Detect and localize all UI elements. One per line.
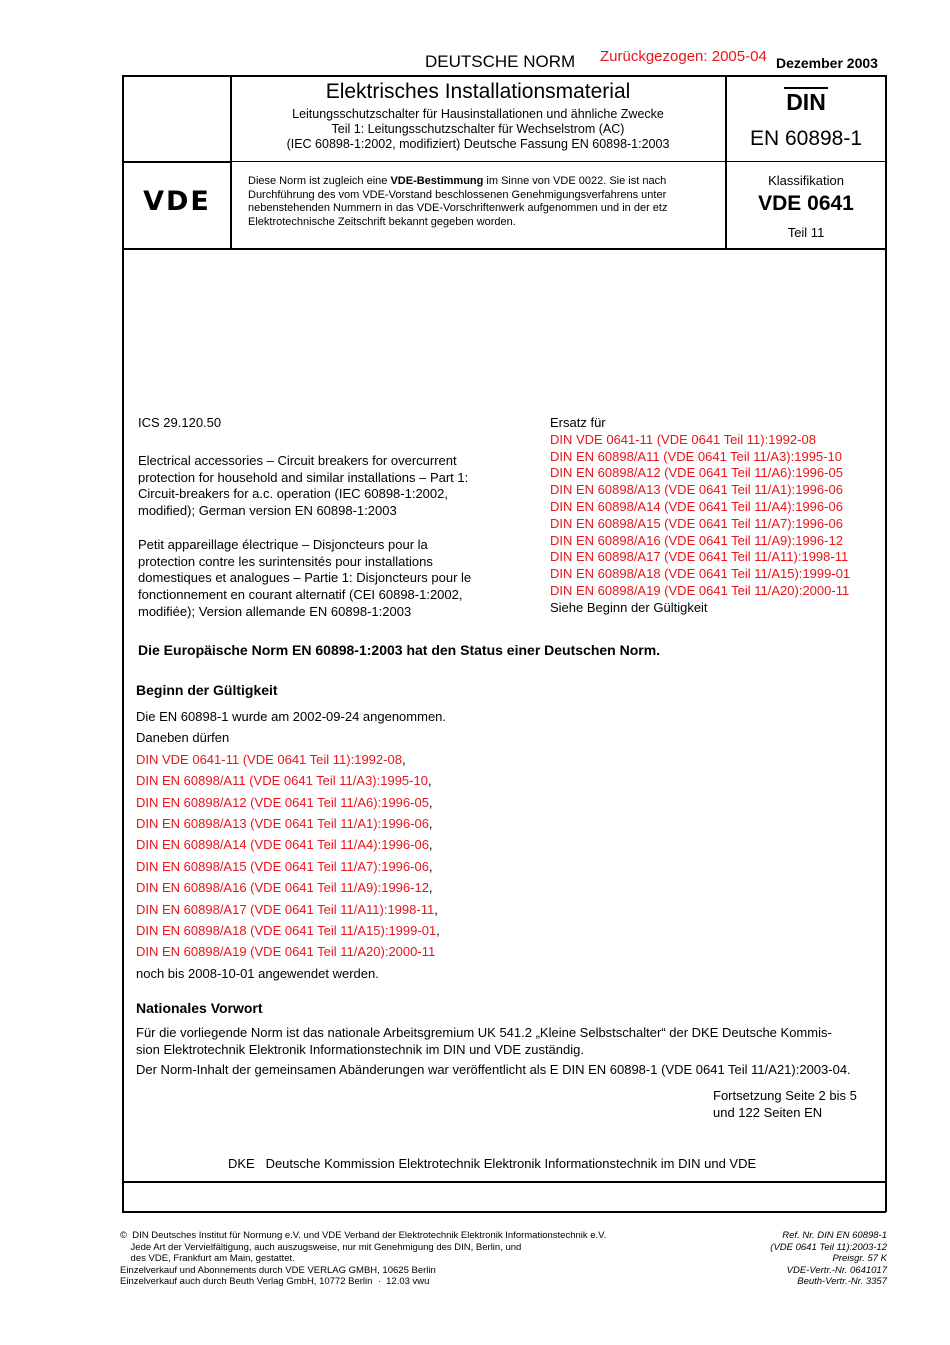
deutsche-norm-label: DEUTSCHE NORM [425,52,576,71]
footer-reference: Ref. Nr. DIN EN 60898-1 (VDE 0641 Teil 11):2003-12 Preisgr. 57 K VDE-Vertr.-Nr. 0641017 Beuth-Vertr.-Nr. 3357 [770,1230,887,1288]
replacement-list: Ersatz für DIN VDE 0641-11 (VDE 0641 Teil 11):1992-08 DIN EN 60898/A11 (VDE 0641 Teil 11/A3):1995-10 DIN EN 60898/A12 (VDE 0641 Teil 11/A6):1996-05 DIN EN 60898/A13 (VDE 0641 Teil 11/A1):1996-06 DIN EN 60898/A14 (VDE 0641 Teil 11/A4):1996-06 DIN EN 60898/A15 (VDE 0641 Teil 11/A7):1996-06 DIN EN 60898/A16 (VDE 0641 Teil 11/A9):1996-12 DIN EN 60898/A17 (VDE 0641 Teil 11/A11):1998-11 DIN EN 60898/A18 (VDE 0641 Teil 11/A15):1999-01 DIN EN 60898/A19 (VDE 0641 Teil 11/A20):2000-11 Siehe Beginn der Gültigkeit [550,415,851,615]
document-title: Elektrisches Installationsmaterial [325,80,631,103]
klassifikation-number: VDE 0641 [758,192,854,215]
english-title: Electrical accessories – Circuit breakers for overcurrent protection for household and similar installations – Part 1: Circuit-breakers for a.c. operation (IEC 60898-1:2002, modified); German version EN 60898-1:2003 [138,453,469,519]
document-subtitle: Leitungsschutzschalter für Hausinstallationen und ähnliche Zwecke Teil 1: Leitungsschutzschalter für Wechselstrom (AC) (IEC 60898-1:2002, modifiziert) Deutsche Fassung EN 60898-1:2003 [286,107,670,151]
replaced-standard: DIN EN 60898/A11 (VDE 0641 Teil 11/A3):1995-10 [550,448,842,464]
dke-line: DKE Deutsche Kommission Elektrotechnik Elektronik Informationstechnik im DIN und VDE [228,1156,757,1171]
replaced-standard: DIN EN 60898/A16 (VDE 0641 Teil 11/A9):1996-12 [550,532,843,548]
klassifikation-teil: Teil 11 [787,225,825,240]
replaced-standard: DIN EN 60898/A13 (VDE 0641 Teil 11/A1):1996-06 [550,482,843,498]
vorwort-para1: Für die vorliegende Norm ist das nationale Arbeitsgremium UK 541.2 „Kleine Selbstschalter“ der DKE Deutsche Kommis- sion Elektrotechnik Elektronik Informationstechnik im DIN und VDE zuständig. [136,1025,832,1057]
din-logo: DIN [784,87,828,115]
ics-code: ICS 29.120.50 [138,415,222,430]
vorwort-para2: Der Norm-Inhalt der gemeinsamen Abänderungen war veröffentlicht als E DIN EN 60898-1 (VDE 0641 Teil 11/A21):2003-04. [136,1062,851,1077]
status-statement: Die Europäische Norm EN 60898-1:2003 hat den Status einer Deutschen Norm. [138,642,661,658]
continuation-note: Fortsetzung Seite 2 bis 5 und 122 Seiten EN [713,1088,857,1120]
norm-number: EN 60898-1 [749,127,863,150]
replaced-standard: DIN EN 60898/A17 (VDE 0641 Teil 11/A11):1998-11 [550,549,849,565]
replaced-standard: DIN VDE 0641-11 (VDE 0641 Teil 11):1992-08 [550,431,816,447]
replaced-standard: DIN EN 60898/A12 (VDE 0641 Teil 11/A6):1996-05 [550,465,843,481]
replaced-standard: DIN EN 60898/A14 (VDE 0641 Teil 11/A4):1996-06 [550,498,843,514]
vorwort-heading: Nationales Vorwort [136,1000,263,1016]
beginn-heading: Beginn der Gültigkeit [136,682,278,698]
beginn-body: Die EN 60898-1 wurde am 2002-09-24 angenommen. Daneben dürfen DIN VDE 0641-11 (VDE 0641 Teil 11):1992-08, DIN EN 60898/A11 (VDE 0641 Teil 11/A3):1995-10, DIN EN 60898/A12 (VDE 0641 Teil 11/A6):1996-05, DIN EN 60898/A13 (VDE 0641 Teil 11/A1):1996-06, DIN EN 60898/A14 (VDE 0641 Teil 11/A4):1996-06, DIN EN 60898/A15 (VDE 0641 Teil 11/A7):1996-06, DIN EN 60898/A16 (VDE 0641 Teil 11/A9):1996-12, DIN EN 60898/A17 (VDE 0641 Teil 11/A11):1998-11, DIN EN 60898/A18 (VDE 0641 Teil 11/A15):1999-01, DIN EN 60898/A19 (VDE 0641 Teil 11/A20):2000-11 noch bis 2008-10-01 angewendet werden. [136,709,447,981]
publication-date: Dezember 2003 [776,55,878,71]
replaced-standard: DIN EN 60898/A18 (VDE 0641 Teil 11/A15):1999-01 [550,566,851,582]
vde-notice: Diese Norm ist zugleich eine VDE-Bestimmung im Sinne von VDE 0022. Sie ist nach Durchführung des vom VDE-Vorstand beschlossenen Genehmigungsverfahrens unter nebenstehenden Nummern in das VDE-Vorschriftenwerk aufgenommen und in der etz Elektrotechnische Zeitschrift bekannt gegeben worden. [248,175,668,228]
klassifikation-label: Klassifikation [768,173,844,188]
replaced-standard: DIN EN 60898/A15 (VDE 0641 Teil 11/A7):1996-06 [550,515,843,531]
french-title: Petit appareillage électrique – Disjoncteurs pour la protection contre les surintensités pour installations domestiques et analogues – Partie 1: Disjoncteurs pour le fonctionnement en courant alternatif (CEI 60898-1:2002, modifiée); Version allemande EN 60898-1:2003 [138,537,472,619]
withdrawn-stamp: Zurückgezogen: 2005-04 [600,48,767,65]
vde-logo: VDE [143,186,211,217]
replaced-standard: DIN EN 60898/A19 (VDE 0641 Teil 11/A20):2000-11 [550,582,850,598]
footer-copyright: © DIN Deutsches Institut für Normung e.V. und VDE Verband der Elektrotechnik Elektronik Informationstechnik e.V. Jede Art der Vervielfältigung, auch auszugsweise, nur mit Genehmigung des DIN, Berlin, und des VDE, Frankfurt am Main, gestattet. Einzelverkauf und Abonnements durch VDE VERLAG GMBH, 10625 Berlin Einzelverkauf auch durch Beuth Verlag GmbH, 10772 Berlin · 12.03 vwu [120,1230,607,1288]
